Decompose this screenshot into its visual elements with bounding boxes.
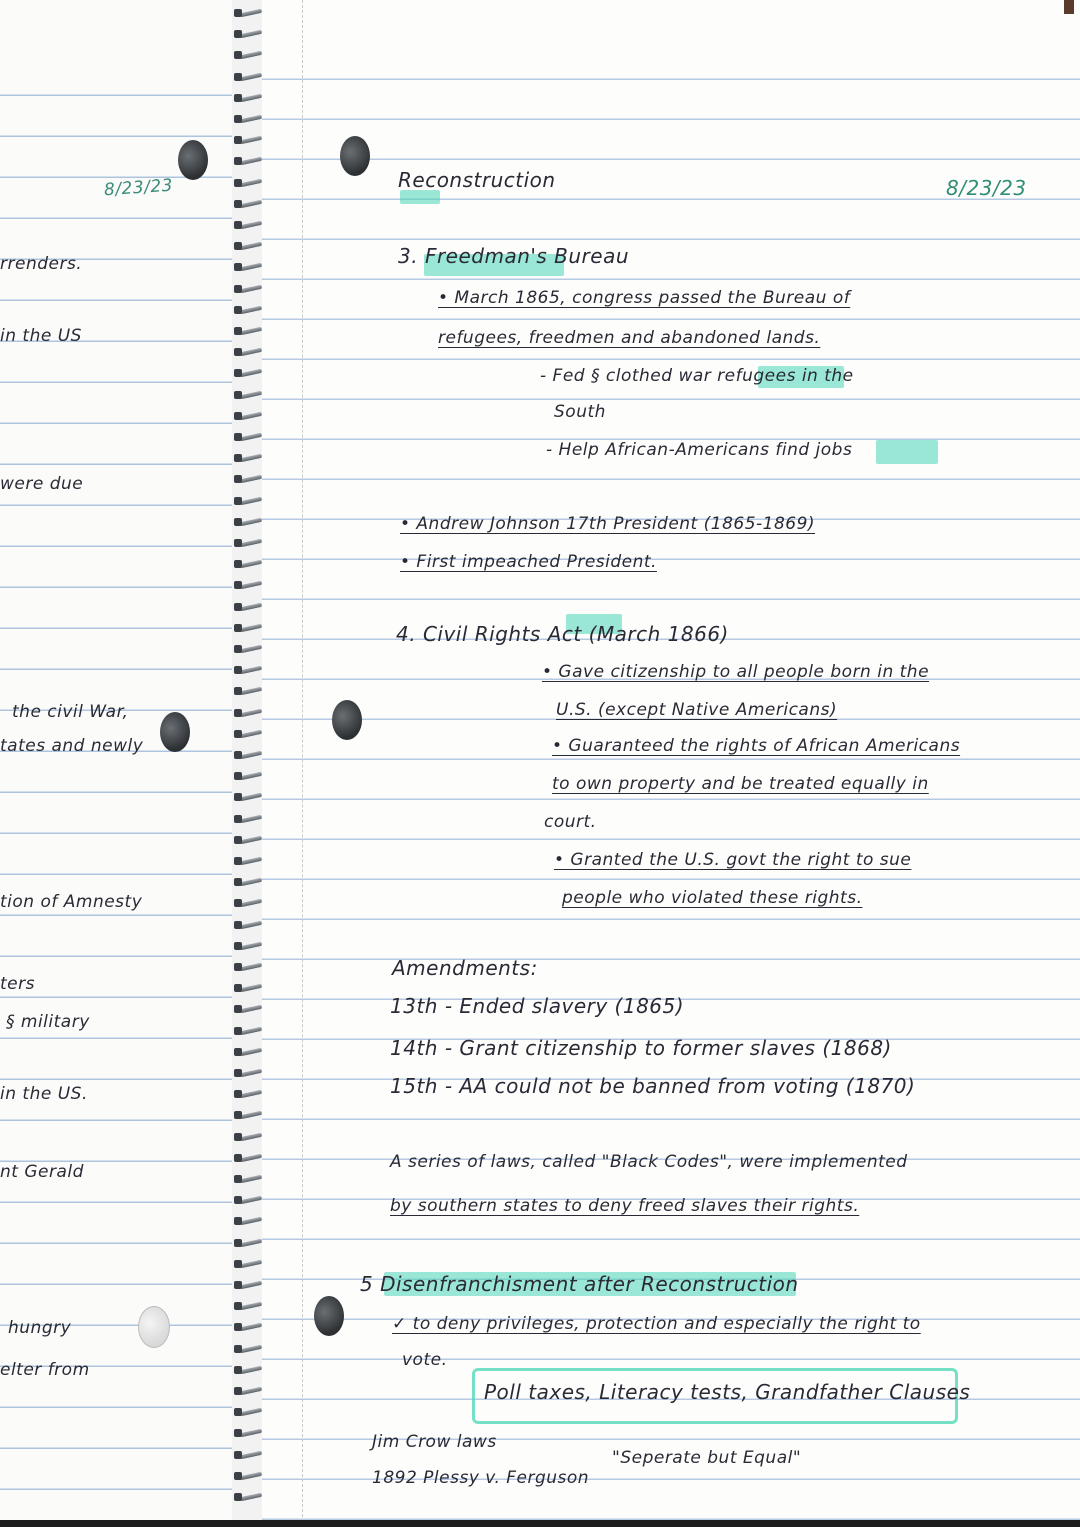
section-4-line: • Guaranteed the rights of African Americans <box>552 736 961 756</box>
coil-bead <box>234 179 242 187</box>
spiral-coil <box>234 856 262 867</box>
coil-bead <box>234 73 242 81</box>
spiral-coil <box>234 178 262 189</box>
section-3-heading: 3. Freedman's Bureau <box>398 244 630 268</box>
spiral-coil <box>234 1471 262 1482</box>
coil-wire <box>240 475 262 483</box>
spiral-coil <box>234 50 262 61</box>
section-3-line: - Fed § clothed war refugees in the <box>540 366 854 386</box>
punch-hole <box>138 1306 170 1348</box>
left-fragment: in the US <box>0 326 82 346</box>
coil-bead <box>234 1366 242 1374</box>
coil-bead <box>234 242 242 250</box>
coil-bead <box>234 836 242 844</box>
spiral-coil <box>234 941 262 952</box>
spiral-coil <box>234 1047 262 1058</box>
black-codes-line: by southern states to deny freed slaves their rights. <box>390 1196 860 1216</box>
section-4-line: • Gave citizenship to all people born in the <box>542 662 930 682</box>
coil-wire <box>240 1196 262 1204</box>
coil-bead <box>234 1069 242 1077</box>
coil-bead <box>234 1217 242 1225</box>
coil-bead <box>234 1239 242 1247</box>
spiral-coil <box>234 114 262 125</box>
spiral-coil <box>234 602 262 613</box>
coil-bead <box>234 1196 242 1204</box>
spiral-coil <box>234 1386 262 1397</box>
coil-bead <box>234 984 242 992</box>
coil-bead <box>234 1387 242 1395</box>
coil-wire <box>240 348 262 356</box>
margin-line <box>302 0 303 1527</box>
coil-bead <box>234 793 242 801</box>
coil-bead <box>234 1302 242 1310</box>
punch-hole <box>160 712 190 752</box>
spiral-coil <box>234 72 262 83</box>
spiral-coil <box>234 199 262 210</box>
coil-wire <box>240 772 262 780</box>
spiral-coil <box>234 644 262 655</box>
coil-wire <box>240 1323 262 1331</box>
spiral-coil <box>234 347 262 358</box>
spiral-coil <box>234 1344 262 1355</box>
spiral-coil <box>234 474 262 485</box>
spiral-coil <box>234 8 262 19</box>
spiral-coil <box>234 538 262 549</box>
left-fragment: elter from <box>0 1360 90 1380</box>
coil-wire <box>240 242 262 250</box>
black-codes-line: A series of laws, called "Black Codes", were implemented <box>390 1152 908 1172</box>
coil-bead <box>234 1451 242 1459</box>
coil-bead <box>234 221 242 229</box>
spiral-coil <box>234 580 262 591</box>
coil-bead <box>234 899 242 907</box>
coil-bead <box>234 518 242 526</box>
coil-wire <box>240 1175 262 1183</box>
amendment-line: 13th - Ended slavery (1865) <box>390 994 685 1018</box>
spiral-coil <box>234 835 262 846</box>
left-fragment: tion of Amnesty <box>0 892 143 912</box>
spiral-coil <box>234 411 262 422</box>
coil-bead <box>234 454 242 462</box>
spiral-coil <box>234 962 262 973</box>
coil-wire <box>240 1493 262 1501</box>
coil-wire <box>240 857 262 865</box>
coil-wire <box>240 412 262 420</box>
section-3-line: refugees, freedmen and abandoned lands. <box>438 328 821 348</box>
coil-wire <box>240 1281 262 1289</box>
spiral-coil <box>234 750 262 761</box>
section-4-line: U.S. (except Native Americans) <box>556 700 838 720</box>
coil-wire <box>240 1090 262 1098</box>
spiral-coil <box>234 284 262 295</box>
left-fragment: in the US. <box>0 1084 88 1104</box>
section-4-line: • Granted the U.S. govt the right to sue <box>554 850 912 870</box>
coil-bead <box>234 94 242 102</box>
punch-hole <box>178 140 208 180</box>
section-3-line: South <box>554 402 606 422</box>
left-notebook-page <box>0 0 232 1527</box>
coil-bead <box>234 263 242 271</box>
coil-bead <box>234 539 242 547</box>
coil-wire <box>240 1260 262 1268</box>
coil-wire <box>240 9 262 17</box>
spiral-coil <box>234 665 262 676</box>
coil-wire <box>240 518 262 526</box>
coil-bead <box>234 391 242 399</box>
jim-crow-line: Jim Crow laws <box>372 1432 497 1452</box>
spiral-coil <box>234 771 262 782</box>
spiral-coil <box>234 1238 262 1249</box>
spiral-coil <box>234 1492 262 1503</box>
spiral-coil <box>234 708 262 719</box>
spiral-coil <box>234 920 262 931</box>
spiral-coil <box>234 623 262 634</box>
punch-hole <box>340 136 370 176</box>
page-corner <box>1064 0 1074 14</box>
coil-wire <box>240 221 262 229</box>
coil-wire <box>240 1026 262 1034</box>
coil-wire <box>240 433 262 441</box>
quote-line: "Seperate but Equal" <box>612 1448 802 1468</box>
coil-bead <box>234 306 242 314</box>
coil-bead <box>234 1048 242 1056</box>
coil-bead <box>234 412 242 420</box>
coil-wire <box>240 581 262 589</box>
johnson-line: • Andrew Johnson 17th President (1865-1869) <box>400 514 816 534</box>
coil-bead <box>234 942 242 950</box>
section-5-line: vote. <box>402 1350 448 1370</box>
coil-bead <box>234 645 242 653</box>
coil-bead <box>234 666 242 674</box>
coil-wire <box>240 1429 262 1437</box>
page-title: Reconstruction <box>398 168 556 192</box>
coil-bead <box>234 709 242 717</box>
coil-bead <box>234 497 242 505</box>
coil-wire <box>240 1048 262 1056</box>
left-fragment: were due <box>0 474 84 494</box>
spiral-coil <box>234 368 262 379</box>
coil-bead <box>234 136 242 144</box>
coil-bead <box>234 200 242 208</box>
spiral-coil <box>234 390 262 401</box>
left-fragment: the civil War, <box>12 702 129 722</box>
coil-wire <box>240 602 262 610</box>
coil-wire <box>240 687 262 695</box>
coil-bead <box>234 815 242 823</box>
spiral-coil <box>234 326 262 337</box>
coil-wire <box>240 751 262 759</box>
coil-bead <box>234 433 242 441</box>
left-fragment: hungry <box>8 1318 72 1338</box>
coil-wire <box>240 814 262 822</box>
coil-bead <box>234 115 242 123</box>
spiral-coil <box>234 262 262 273</box>
coil-wire <box>240 157 262 165</box>
coil-wire <box>240 1132 262 1140</box>
spiral-coil <box>234 792 262 803</box>
spiral-coil <box>234 1132 262 1143</box>
coil-wire <box>240 1217 262 1225</box>
left-fragment: nt Gerald <box>0 1162 84 1182</box>
spiral-coil <box>234 1322 262 1333</box>
spiral-coil <box>234 135 262 146</box>
coil-bead <box>234 30 242 38</box>
coil-wire <box>240 115 262 123</box>
section-4-line: to own property and be treated equally in <box>552 774 929 794</box>
right-notebook-page <box>262 0 1080 1527</box>
spiral-coil <box>234 1110 262 1121</box>
scan-edge <box>0 1520 1080 1527</box>
coil-bead <box>234 1027 242 1035</box>
coil-bead <box>234 1408 242 1416</box>
punch-hole <box>314 1296 344 1336</box>
coil-bead <box>234 963 242 971</box>
johnson-line: • First impeached President. <box>400 552 657 572</box>
coil-wire <box>240 136 262 144</box>
coil-wire <box>240 30 262 38</box>
coil-bead <box>234 878 242 886</box>
left-date: 8/23/23 <box>103 175 174 201</box>
coil-wire <box>240 454 262 462</box>
coil-wire <box>240 624 262 632</box>
coil-bead <box>234 1260 242 1268</box>
spiral-coil <box>234 1068 262 1079</box>
coil-bead <box>234 857 242 865</box>
spiral-coil <box>234 1450 262 1461</box>
coil-bead <box>234 348 242 356</box>
spiral-coil <box>234 1195 262 1206</box>
spiral-coil <box>234 729 262 740</box>
coil-bead <box>234 603 242 611</box>
spiral-coil <box>234 1365 262 1376</box>
coil-bead <box>234 1472 242 1480</box>
coil-bead <box>234 1090 242 1098</box>
spiral-coil <box>234 241 262 252</box>
coil-wire <box>240 1069 262 1077</box>
coil-bead <box>234 9 242 17</box>
coil-bead <box>234 285 242 293</box>
coil-bead <box>234 772 242 780</box>
coil-wire <box>240 178 262 186</box>
left-fragment: rrenders. <box>0 254 83 274</box>
coil-bead <box>234 1133 242 1141</box>
section-3-line: • March 1865, congress passed the Bureau of <box>438 288 851 308</box>
section-3-line: - Help African-Americans find jobs <box>546 440 853 460</box>
spiral-coil <box>234 1428 262 1439</box>
coil-bead <box>234 1111 242 1119</box>
coil-wire <box>240 1366 262 1374</box>
coil-wire <box>240 369 262 377</box>
coil-wire <box>240 920 262 928</box>
amendment-line: 14th - Grant citizenship to former slaves (1868) <box>390 1036 892 1060</box>
coil-wire <box>240 899 262 907</box>
plessy-line: 1892 Plessy v. Ferguson <box>372 1468 590 1488</box>
spiral-coil <box>234 432 262 443</box>
coil-bead <box>234 369 242 377</box>
section-5-line: ✓ to deny privileges, protection and especially the right to <box>392 1314 921 1334</box>
coil-bead <box>234 624 242 632</box>
spiral-coil <box>234 93 262 104</box>
coil-bead <box>234 581 242 589</box>
spiral-coil <box>234 1301 262 1312</box>
spiral-coil <box>234 29 262 40</box>
coil-bead <box>234 157 242 165</box>
coil-wire <box>240 72 262 80</box>
amendment-line: 15th - AA could not be banned from voting (1870) <box>390 1074 916 1098</box>
coil-bead <box>234 1429 242 1437</box>
spiral-coil <box>234 1174 262 1185</box>
spiral-coil <box>234 1280 262 1291</box>
spiral-coil <box>234 686 262 697</box>
punch-hole <box>332 700 362 740</box>
coil-wire <box>240 1111 262 1119</box>
section-4-line: people who violated these rights. <box>562 888 863 908</box>
spiral-coil <box>234 1026 262 1037</box>
coil-wire <box>240 306 262 314</box>
coil-bead <box>234 1005 242 1013</box>
coil-bead <box>234 1281 242 1289</box>
coil-wire <box>240 1472 262 1480</box>
spiral-coil <box>234 877 262 888</box>
spiral-coil <box>234 983 262 994</box>
spiral-coil <box>234 453 262 464</box>
coil-wire <box>240 390 262 398</box>
spiral-coil <box>234 814 262 825</box>
spiral-binding <box>232 0 264 1527</box>
spiral-coil <box>234 305 262 316</box>
coil-bead <box>234 475 242 483</box>
coil-wire <box>240 836 262 844</box>
highlight <box>400 190 440 204</box>
spiral-coil <box>234 898 262 909</box>
coil-wire <box>240 963 262 971</box>
coil-bead <box>234 751 242 759</box>
spiral-coil <box>234 1407 262 1418</box>
coil-wire <box>240 539 262 547</box>
coil-wire <box>240 1302 262 1310</box>
coil-wire <box>240 793 262 801</box>
section-4-line: court. <box>544 812 597 832</box>
coil-wire <box>240 94 262 102</box>
section-4-heading: 4. Civil Rights Act (March 1866) <box>396 622 729 646</box>
coil-wire <box>240 878 262 886</box>
coil-wire <box>240 1344 262 1352</box>
coil-wire <box>240 984 262 992</box>
coil-wire <box>240 708 262 716</box>
coil-bead <box>234 1345 242 1353</box>
coil-wire <box>240 51 262 59</box>
spiral-coil <box>234 559 262 570</box>
coil-wire <box>240 645 262 653</box>
spiral-coil <box>234 1089 262 1100</box>
spiral-coil <box>234 220 262 231</box>
coil-wire <box>240 327 262 335</box>
coil-bead <box>234 921 242 929</box>
coil-wire <box>240 1387 262 1395</box>
left-fragment: ters <box>0 974 35 994</box>
left-fragment: tates and newly <box>0 736 144 756</box>
amendments-heading: Amendments: <box>392 956 538 980</box>
coil-bead <box>234 730 242 738</box>
highlight <box>876 440 938 464</box>
coil-wire <box>240 200 262 208</box>
spiral-coil <box>234 1153 262 1164</box>
coil-bead <box>234 1323 242 1331</box>
coil-bead <box>234 1493 242 1501</box>
coil-bead <box>234 687 242 695</box>
coil-bead <box>234 1175 242 1183</box>
spiral-coil <box>234 156 262 167</box>
coil-wire <box>240 942 262 950</box>
coil-wire <box>240 1450 262 1458</box>
coil-wire <box>240 730 262 738</box>
boxed-list: Poll taxes, Literacy tests, Grandfather Clauses <box>484 1380 971 1404</box>
spiral-coil <box>234 1004 262 1015</box>
coil-wire <box>240 1154 262 1162</box>
spiral-coil <box>234 496 262 507</box>
coil-wire <box>240 263 262 271</box>
coil-wire <box>240 666 262 674</box>
coil-wire <box>240 560 262 568</box>
spiral-coil <box>234 1259 262 1270</box>
page-date: 8/23/23 <box>946 176 1027 200</box>
coil-wire <box>240 1238 262 1246</box>
spiral-coil <box>234 517 262 528</box>
coil-wire <box>240 1408 262 1416</box>
coil-bead <box>234 51 242 59</box>
coil-wire <box>240 496 262 504</box>
section-5-heading: 5 Disenfranchisment after Reconstruction <box>360 1272 799 1296</box>
coil-bead <box>234 560 242 568</box>
left-fragment: § military <box>6 1012 90 1032</box>
coil-bead <box>234 327 242 335</box>
coil-wire <box>240 284 262 292</box>
coil-wire <box>240 1005 262 1013</box>
spiral-coil <box>234 1216 262 1227</box>
coil-bead <box>234 1154 242 1162</box>
